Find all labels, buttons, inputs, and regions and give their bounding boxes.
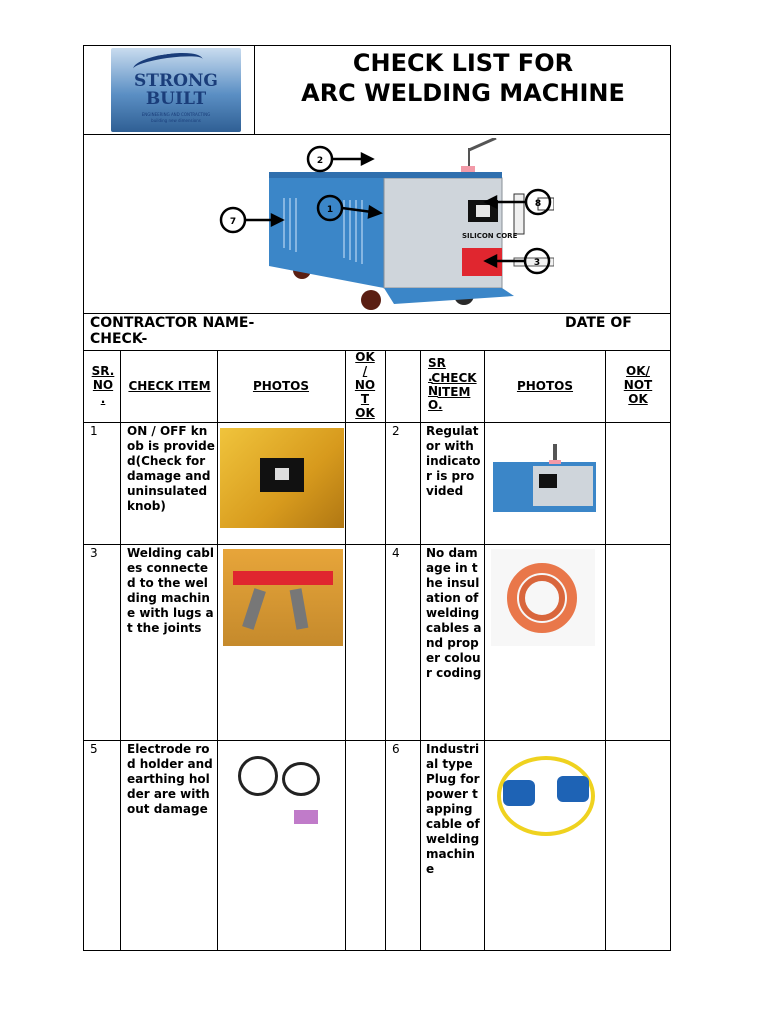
row-number: 3 bbox=[90, 546, 98, 560]
photo-welding-cables-lugs bbox=[223, 549, 343, 646]
company-logo bbox=[111, 48, 241, 132]
machine-label: SILICON CORE bbox=[462, 232, 518, 240]
callout-label: 3 bbox=[533, 258, 541, 268]
logo-text: STRONG BUILT bbox=[134, 71, 218, 109]
row-number: 1 bbox=[90, 424, 98, 438]
callout-label: 8 bbox=[534, 199, 542, 209]
callout-label: 2 bbox=[316, 156, 324, 166]
divider bbox=[84, 134, 670, 135]
callouts bbox=[204, 138, 674, 314]
check-item-text: Industrial type Plug for power tapping cable of welding machine bbox=[426, 742, 480, 876]
callout-label: 1 bbox=[326, 205, 334, 215]
checklist-sheet bbox=[83, 45, 671, 951]
callout-label: 7 bbox=[229, 217, 237, 227]
header-ok-not-ok-2: OK/ NOT OK bbox=[623, 364, 653, 406]
row-number: 2 bbox=[392, 424, 400, 438]
page-title: CHECK LIST FOR ARC WELDING MACHINE bbox=[301, 49, 625, 107]
header-photos: PHOTOS bbox=[252, 379, 310, 393]
check-item-text: Regulator with indicator is provided bbox=[426, 424, 481, 498]
row-number: 6 bbox=[392, 742, 400, 756]
photo-regulator bbox=[493, 424, 596, 512]
row-number: 4 bbox=[392, 546, 400, 560]
date-label-cont: CHECK- bbox=[90, 331, 148, 347]
header-sr-no-2: SR . N O. bbox=[428, 356, 446, 412]
check-item-text: Electrode rod holder and earthing holder are without damage bbox=[127, 742, 213, 816]
photo-electrode-holders bbox=[224, 746, 344, 846]
header-ok-not-ok: OK / NO T OK bbox=[354, 350, 376, 420]
photo-industrial-plug bbox=[491, 746, 601, 846]
header-sr-no: SR. NO . bbox=[91, 364, 115, 406]
header-photos-2: PHOTOS bbox=[516, 379, 574, 393]
logo-subtext: ENGINEERING AND CONTRACTING building new dimensions bbox=[141, 112, 211, 123]
check-item-text: ON / OFF knob is provided(Check for damage and uninsulated knob) bbox=[127, 424, 215, 513]
header-check-item: CHECK ITEM bbox=[128, 379, 211, 393]
contractor-name-label: CONTRACTOR NAME- bbox=[90, 315, 255, 331]
header-check-item-2: CHECK ITEM bbox=[431, 371, 477, 399]
photo-on-off-knob bbox=[220, 428, 344, 528]
divider bbox=[254, 46, 255, 134]
date-label: DATE OF bbox=[565, 315, 632, 331]
check-item-text: No damage in the insulation of welding cables and proper colour coding bbox=[426, 546, 482, 680]
check-item-text: Welding cables connected to the welding machine with lugs at the joints bbox=[127, 546, 214, 635]
row-number: 5 bbox=[90, 742, 98, 756]
divider bbox=[84, 313, 670, 314]
photo-cable-coil bbox=[491, 549, 595, 646]
contractor-date-row bbox=[90, 315, 666, 347]
